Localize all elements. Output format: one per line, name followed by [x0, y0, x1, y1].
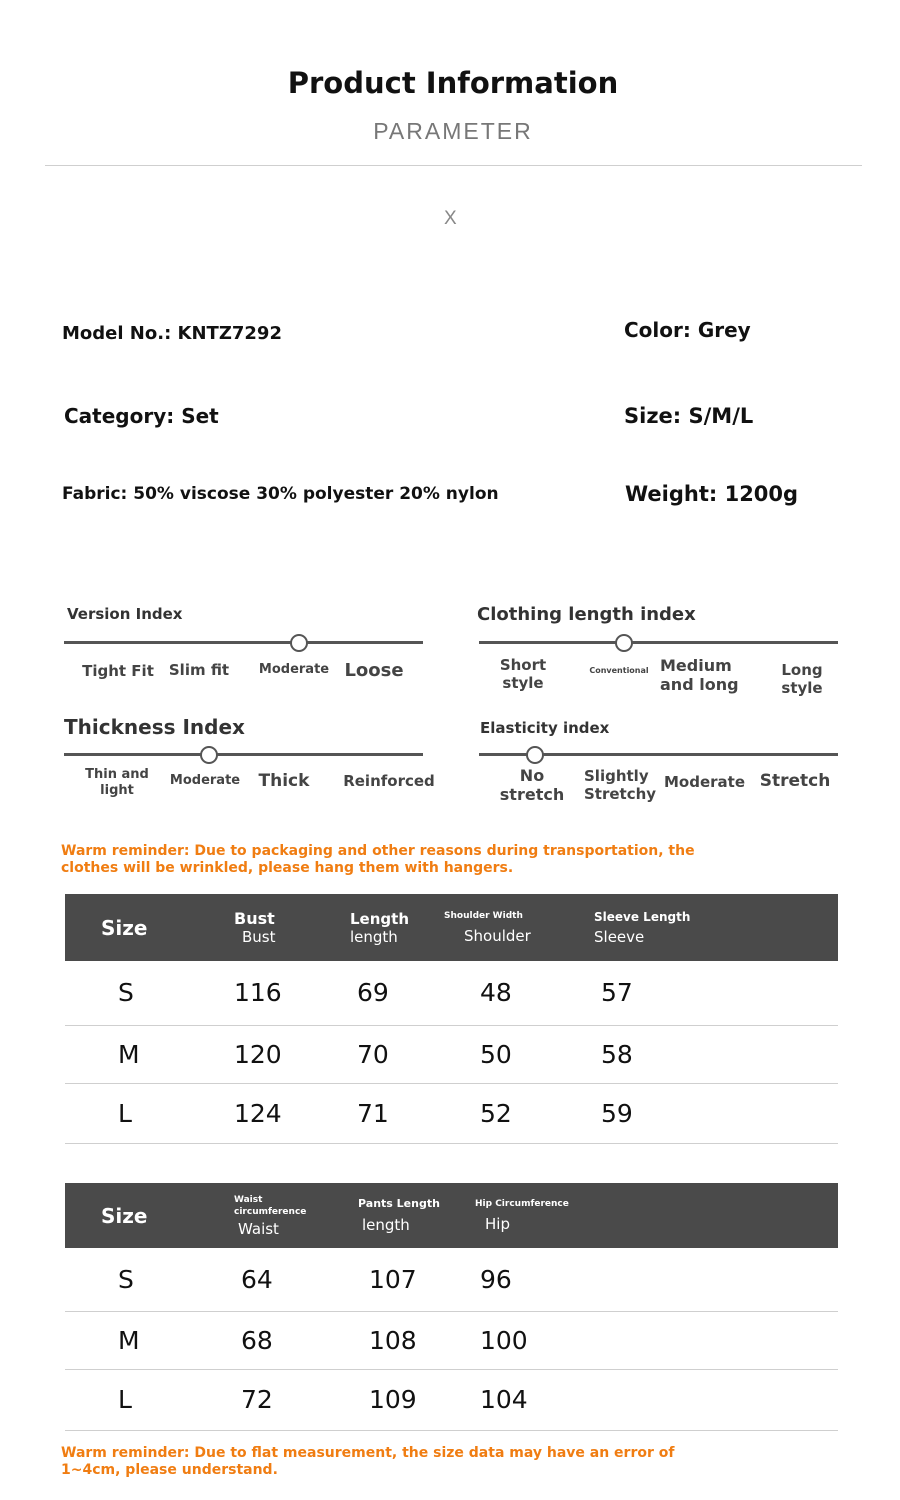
page-subtitle: PARAMETER — [373, 118, 533, 144]
cell-waist: 72 — [234, 1369, 358, 1430]
bust-header-main: Bust — [234, 909, 275, 928]
cell-shoulder: 50 — [444, 1025, 594, 1083]
sleeve-header-sub: Sleeve — [594, 927, 645, 946]
size-info: Size: S/M/L — [624, 404, 754, 428]
cell-pants: 107 — [358, 1248, 475, 1311]
version-option-loose: Loose — [344, 660, 404, 681]
length-option-short: Short style — [499, 656, 547, 692]
weight-info: Weight: 1200g — [625, 482, 799, 506]
top-size-table — [65, 894, 838, 1144]
thickness-index-track — [64, 753, 423, 756]
table-row — [65, 1311, 838, 1369]
cell-size: S — [65, 1248, 234, 1311]
version-index-marker — [290, 634, 308, 652]
cell-shoulder: 52 — [444, 1083, 594, 1143]
cell-shoulder: 48 — [444, 961, 594, 1025]
table-row — [65, 1369, 838, 1430]
clothing-length-track — [479, 641, 838, 644]
table-row — [65, 1248, 838, 1311]
cell-length: 70 — [350, 1025, 444, 1083]
cell-size: S — [65, 961, 234, 1025]
warm-reminder-measurement: Warm reminder: Due to flat measurement, the size data may have an error of 1~4cm, please understand. — [61, 1445, 675, 1478]
version-option-slim-fit: Slim fit — [168, 661, 230, 679]
length-header-main: Length — [350, 909, 409, 928]
cell-sleeve: 59 — [594, 1083, 838, 1143]
sleeve-header-main: Sleeve Length — [594, 909, 691, 924]
length-header-sub: length — [350, 927, 398, 946]
elasticity-index-marker — [526, 746, 544, 764]
cell-bust: 120 — [234, 1025, 350, 1083]
model-number: Model No.: KNTZ7292 — [62, 323, 282, 344]
cell-size: L — [65, 1083, 234, 1143]
version-index-label: Version Index — [67, 605, 183, 623]
version-index-track — [64, 641, 423, 644]
cell-size: L — [65, 1369, 234, 1430]
length-option-long: Long style — [781, 661, 823, 697]
version-option-tight-fit: Tight Fit — [82, 662, 154, 680]
elasticity-option-moderate: Moderate — [664, 773, 746, 791]
cell-size: M — [65, 1025, 234, 1083]
cell-hip: 100 — [475, 1311, 838, 1369]
length-option-conventional: Conventional — [589, 666, 649, 675]
top-header-size: Size — [65, 894, 234, 961]
bottom-header-size: Size — [65, 1183, 234, 1248]
top-header-shoulder — [444, 894, 594, 961]
thickness-index-marker — [200, 746, 218, 764]
hip-header-main: Hip Circumference — [475, 1198, 569, 1209]
color-info: Color: Grey — [624, 318, 751, 342]
waist-header-sub: Waist — [238, 1219, 279, 1238]
fabric-info: Fabric: 50% viscose 30% polyester 20% nylon — [62, 484, 499, 504]
elasticity-option-no-stretch: No stretch — [499, 766, 565, 805]
elasticity-option-slightly-stretchy: Slightly Stretchy — [584, 767, 657, 803]
thickness-option-thin-light: Thin and light — [85, 767, 149, 798]
placeholder-mark: X — [444, 208, 457, 229]
thickness-option-reinforced: Reinforced — [343, 772, 435, 790]
cell-length: 71 — [350, 1083, 444, 1143]
top-table-header-row — [65, 894, 838, 961]
hip-header-sub: Hip — [485, 1214, 510, 1233]
cell-hip: 96 — [475, 1248, 838, 1311]
thickness-option-thick: Thick — [258, 771, 310, 791]
cell-pants: 108 — [358, 1311, 475, 1369]
cell-waist: 68 — [234, 1311, 358, 1369]
category-info: Category: Set — [64, 404, 219, 428]
top-header-bust — [234, 894, 350, 961]
elasticity-index-label: Elasticity index — [480, 719, 610, 737]
shoulder-header-sub: Shoulder — [464, 926, 531, 945]
cell-hip: 104 — [475, 1369, 838, 1430]
shoulder-header-main: Shoulder Width — [444, 910, 523, 921]
page-title: Product Information — [287, 66, 619, 100]
clothing-length-marker — [615, 634, 633, 652]
bottom-header-waist — [234, 1183, 358, 1248]
pants-header-main: Pants Length — [358, 1197, 440, 1210]
table-row — [65, 1083, 838, 1143]
length-option-medium-long: Medium and long — [660, 656, 739, 695]
cell-sleeve: 57 — [594, 961, 838, 1025]
cell-size: M — [65, 1311, 234, 1369]
top-header-length — [350, 894, 444, 961]
cell-length: 69 — [350, 961, 444, 1025]
cell-sleeve: 58 — [594, 1025, 838, 1083]
pants-header-sub: length — [362, 1216, 410, 1234]
divider — [45, 165, 862, 166]
clothing-length-index-label: Clothing length index — [477, 604, 696, 625]
cell-pants: 109 — [358, 1369, 475, 1430]
version-option-moderate: Moderate — [258, 662, 330, 677]
thickness-index-label: Thickness Index — [64, 715, 245, 739]
bust-header-sub: Bust — [242, 928, 276, 946]
cell-waist: 64 — [234, 1248, 358, 1311]
thickness-option-moderate: Moderate — [169, 773, 241, 788]
cell-bust: 124 — [234, 1083, 350, 1143]
elasticity-option-stretch: Stretch — [759, 771, 831, 791]
bottom-size-table — [65, 1183, 838, 1431]
table-row — [65, 1025, 838, 1083]
waist-header-main: Waist circumference — [234, 1194, 307, 1217]
warm-reminder-wrinkle: Warm reminder: Due to packaging and other reasons during transportation, the clothes will be wrinkled, please hang them with hangers. — [61, 843, 695, 876]
table-row — [65, 961, 838, 1025]
cell-bust: 116 — [234, 961, 350, 1025]
bottom-header-hip — [475, 1183, 838, 1248]
bottom-table-header-row — [65, 1183, 838, 1248]
bottom-header-pants — [358, 1183, 475, 1248]
top-header-sleeve — [594, 894, 838, 961]
